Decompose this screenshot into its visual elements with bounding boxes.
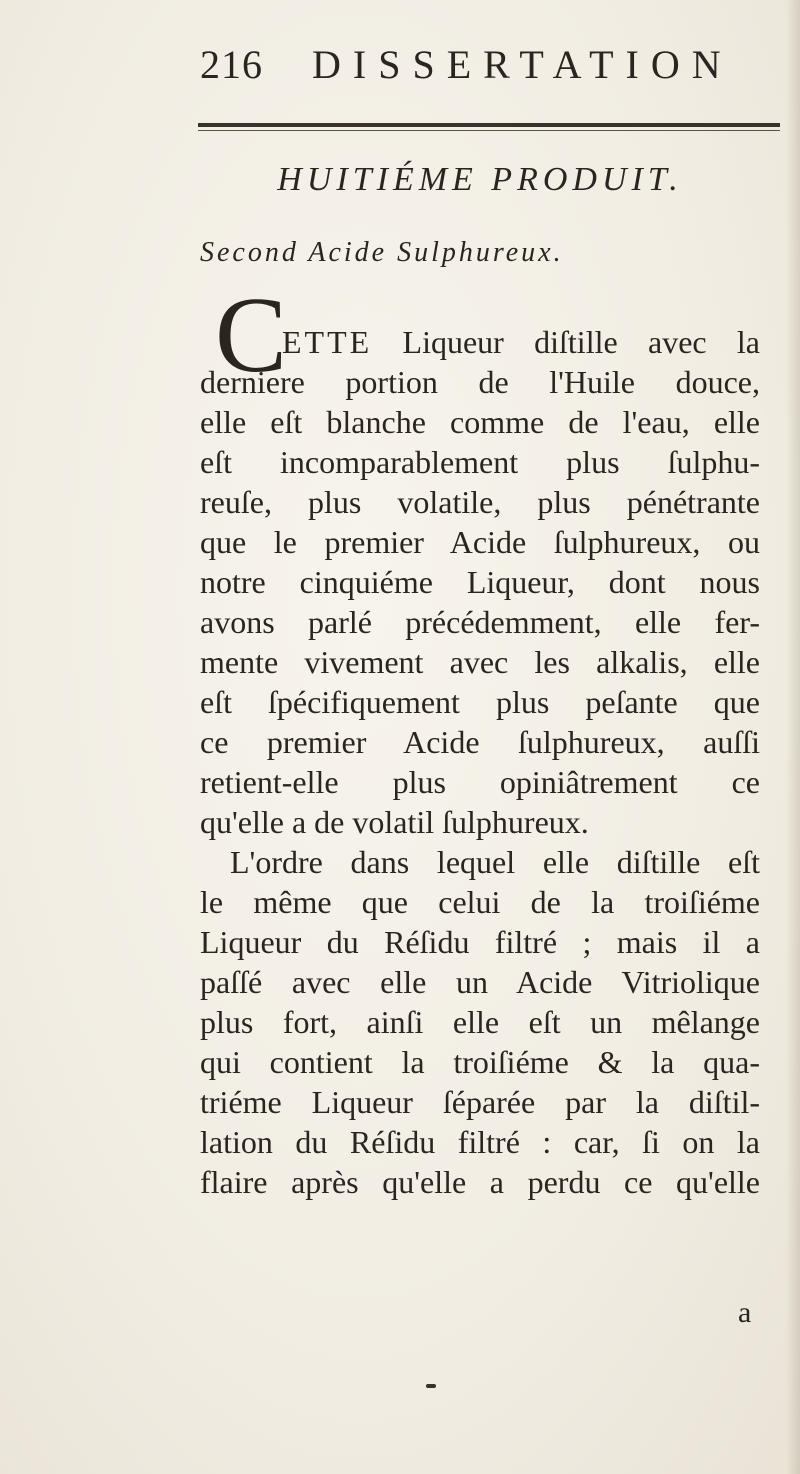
text-line-12: retient-elle plus opiniâtrement ce: [200, 764, 760, 800]
header-rule-thick: [198, 123, 780, 127]
text-line-3: elle eſt blanche comme de l'eau, elle: [200, 404, 760, 440]
section-subtitle: Second Acide Sulphureux.: [200, 237, 564, 268]
text-line-18: plus fort, ainſi elle eſt un mêlange: [200, 1004, 760, 1040]
text-line-6: que le premier Acide ſulphureux, ou: [200, 524, 760, 560]
text-line-2: derniere portion de l'Huile douce,: [200, 364, 760, 400]
text-line-14: L'ordre dans lequel elle diſtille eſt: [230, 844, 760, 880]
text-line-7: notre cinquiéme Liqueur, dont nous: [200, 564, 760, 600]
catchword: a: [738, 1296, 752, 1329]
text-line-13: qu'elle a de volatil ſulphureux.: [200, 804, 589, 840]
header-rule-thin: [198, 130, 780, 131]
section-title: HUITIÉME PRODUIT.: [277, 161, 683, 198]
first-word: ETTE: [282, 324, 373, 360]
text-line-5: reuſe, plus volatile, plus pénétrante: [200, 484, 760, 520]
text-line-1: ETTE Liqueur diſtille avec la: [282, 324, 761, 360]
page-edge-shadow: [786, 0, 800, 1474]
text-line-9: mente vivement avec les alkalis, elle: [200, 644, 760, 680]
drop-cap: C: [215, 276, 288, 395]
text-line-17: paſſé avec elle un Acide Vitriolique: [200, 964, 760, 1000]
ink-speck: [426, 1384, 436, 1388]
running-head: [200, 40, 733, 90]
text-line-8: avons parlé précédemment, elle fer-: [200, 604, 760, 640]
text-line-22: flaire après qu'elle a perdu ce qu'elle: [200, 1164, 760, 1200]
text-line-20: triéme Liqueur ſéparée par la diſtil-: [200, 1084, 760, 1120]
text-line-19: qui contient la troiſiéme & la qua-: [200, 1044, 760, 1080]
running-title: DISSERTATION: [312, 42, 733, 87]
page-number: 216: [200, 42, 263, 87]
text-line-10: eſt ſpécifiquement plus peſante que: [200, 684, 760, 720]
text-line-21: lation du Réſidu filtré : car, ſi on la: [200, 1124, 760, 1160]
text-line-11: ce premier Acide ſulphureux, auſſi: [200, 724, 760, 760]
text-line-15: le même que celui de la troiſiéme: [200, 884, 760, 920]
text-line-16: Liqueur du Réſidu filtré ; mais il a: [200, 924, 760, 960]
text-line-4: eſt incomparablement plus ſulphu-: [200, 444, 760, 480]
